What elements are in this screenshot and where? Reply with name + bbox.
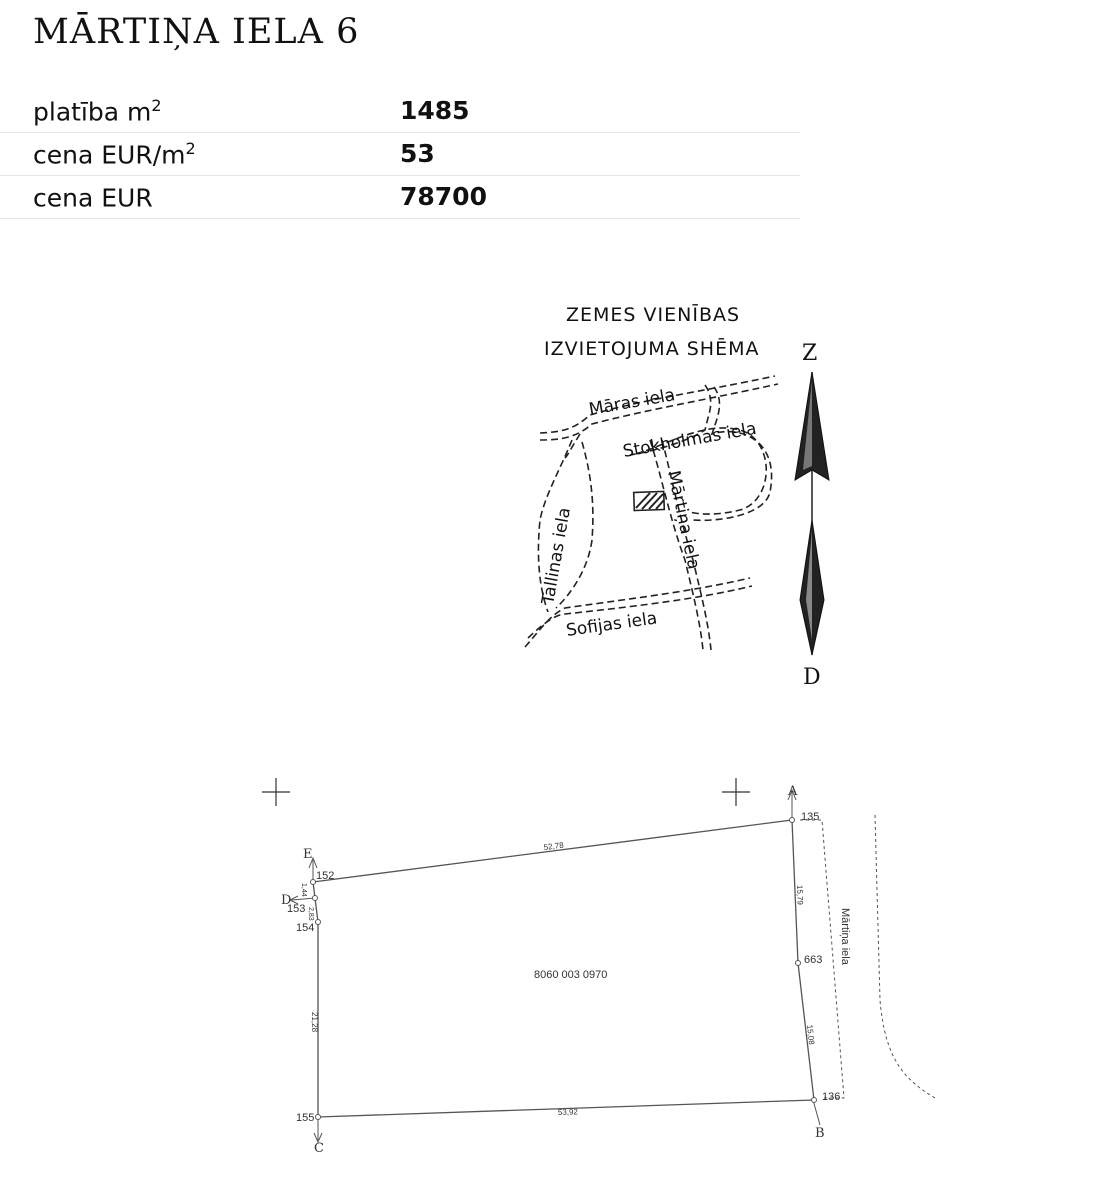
corner-letter: C <box>314 1141 324 1156</box>
spec-value: 53 <box>400 139 435 168</box>
distance-label: 15,08 <box>805 1024 817 1046</box>
point-number: 155 <box>296 1112 315 1124</box>
grid-cross-icon <box>262 778 750 806</box>
distance-label: 52,78 <box>543 840 565 852</box>
street-label-martina-plan: Mārtiņa iela <box>839 908 851 965</box>
scheme-title-line1: ZEMES VIENĪBAS <box>566 304 741 326</box>
distance-label: 53,92 <box>557 1107 579 1117</box>
page-title: MĀRTIŅA IELA 6 <box>33 12 360 52</box>
corner-letter: A <box>788 784 798 799</box>
distance-label: 21,28 <box>310 1012 319 1033</box>
spec-label: cena EUR/$m^2$ <box>33 139 196 170</box>
corner-letter: D <box>281 893 292 908</box>
spec-value: 1485 <box>400 96 470 125</box>
south-label: D <box>803 665 821 690</box>
corner-letter: E <box>303 847 313 862</box>
street-label-maras: Māras iela <box>587 385 677 420</box>
street-label-stokholmas: Stokholmas iela <box>621 418 758 462</box>
point-number: 136 <box>822 1091 841 1103</box>
spec-value: 78700 <box>400 182 487 211</box>
point-number: 135 <box>801 811 820 823</box>
point-number: 153 <box>287 903 306 915</box>
cadastre-number: 8060 003 0970 <box>534 969 608 981</box>
point-number: 154 <box>296 922 315 934</box>
north-label: Z <box>802 341 818 366</box>
spec-label: cena EUR <box>33 183 153 213</box>
distance-label: 2,83 <box>307 907 314 921</box>
corner-letter: B <box>815 1126 825 1141</box>
plot-plan <box>262 778 935 1156</box>
point-number: 663 <box>804 954 823 966</box>
scheme-title-line2: IZVIETOJUMA SHĒMA <box>544 338 760 360</box>
spec-label: platība $m^2$ <box>33 96 162 127</box>
north-arrow-icon <box>795 341 829 690</box>
street-label-martina: Mārtiņa iela <box>663 468 704 572</box>
street-label-sofijas: Sofijas iela <box>564 608 659 641</box>
parcel-marker <box>634 491 665 510</box>
point-number: 152 <box>316 870 335 882</box>
distance-label: 1,44 <box>300 883 307 897</box>
street-label-tallinas: Tallinas iela <box>538 505 575 606</box>
distance-label: 15,79 <box>795 884 805 906</box>
